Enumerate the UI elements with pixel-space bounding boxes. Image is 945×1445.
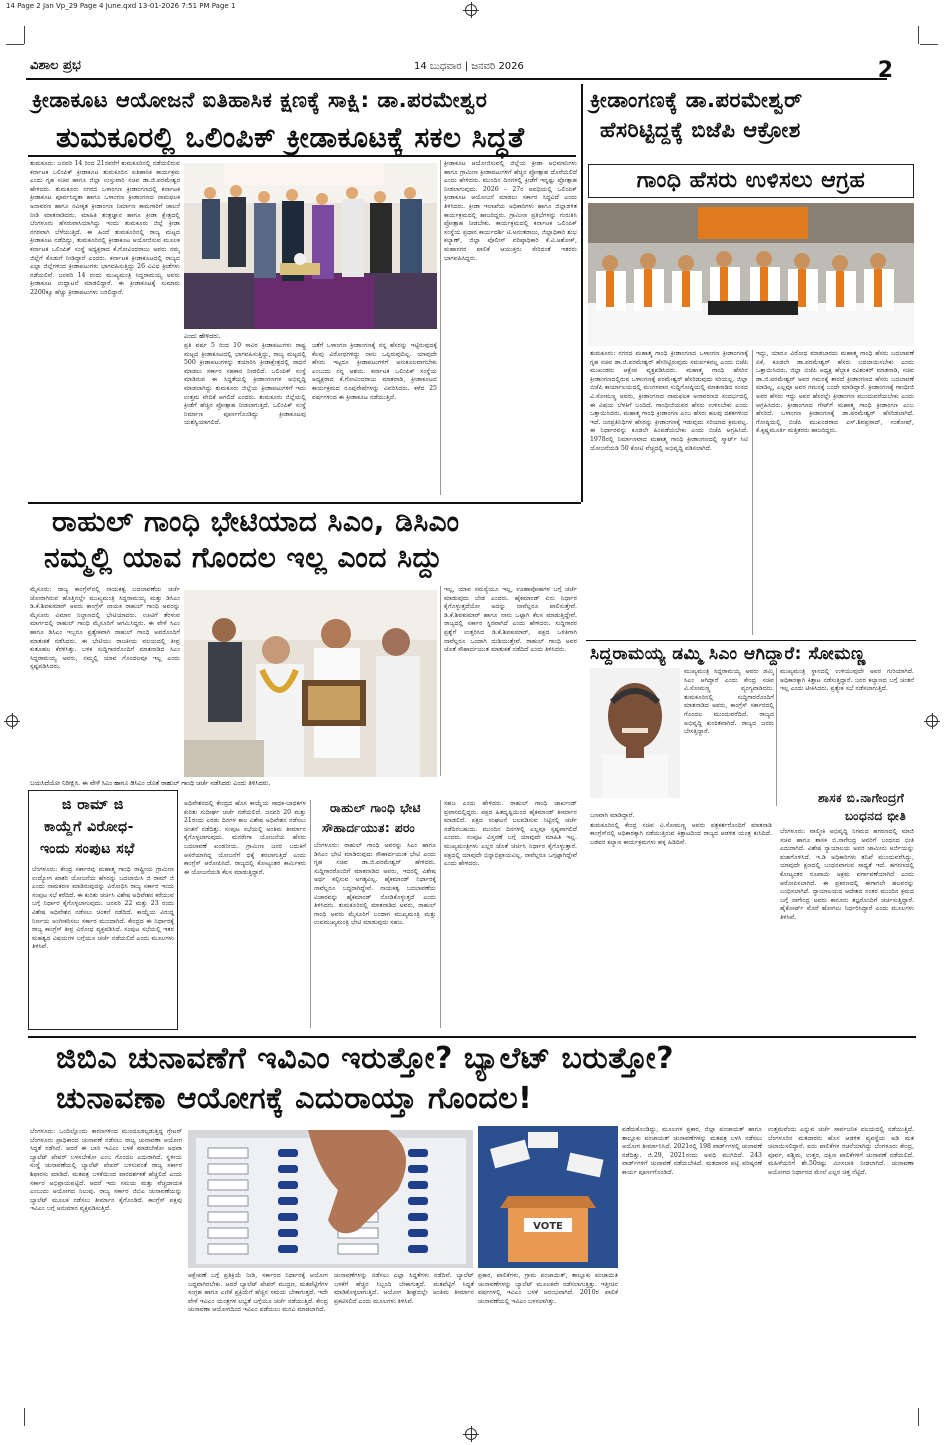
story1-col1: ತುಮಕೂರು: ಜನವರಿ 14 ರಿಂದ 21ರವರೆಗೆ ತುಮಕೂರಿನಲ್ಲಿ ನಡೆಯಲಿರುವ ಕರ್ನಾಟಕ ಒಲಿಂಪಿಕ್ ಕ್ರೀಡಾಕೂಟ ತುಮಕೂರಿನ ಐತಿಹಾಸಿಕ ಕಾರ್ಯಕ್ರಮ ಎಂದು ಗೃಹ ಸಚಿವ ಹಾಗೂ ಜಿಲ್ಲಾ ಉಸ್ತುವಾರಿ ಸಚಿವ ಡಾ.ಜಿ.ಪರಮೇಶ್ವರ ಹೇಳಿದರು. ತುಮಕೂರು ನಗರದ ಒಳಾಂಗಣ ಕ್ರೀಡಾಂಗಣದಲ್ಲಿ ಕರ್ನಾಟಕ ಕ್ರೀಡಾಕೂಟ ಪೂರ್ವಸಿದ್ಧತಾ ಹಾಗೂ ಒಳಾಂಗಣ ಕ್ರೀಡಾಂಗಣದ ನಾಮಫಲಕ ಅನಾವರಣ ಹಾಗೂ ನವೀಕೃತ ಕ್ರೀಡಾಂಗಣ ನಿರ್ಮಾಣ ಕಾಮಗಾರಿಗೆ ಚಾಲನೆ ನೀಡಿ ಮಾತನಾಡಿದರು. ಮಾಹಿತಿ ತಂತ್ರಜ್ಞಾನ ಹಾಗೂ ಕ್ರೀಡಾ ಕ್ಷೇತ್ರದಲ್ಲಿ ಬೆಂಗಳೂರು ಹೆಸರುವಾಸಿಯಾಗಿದ್ದು ಇಂದು ತುಮಕೂರು ಜಿಲ್ಲೆ ಕ್ರೀಡಾ ನಗರವಾಗಿ ಬೆಳೆಯುತ್ತಿದೆ. ಈ ಹಿಂದೆ ತುಮಕೂರಿನಲ್ಲಿ ರಾಜ್ಯ ಮಟ್ಟದ ಕ್ರೀಡಾಕೂಟ ನಡೆದಿದ್ದು, ತುಮಕೂರಿನಲ್ಲಿ ಕ್ರೀಡಾಕೂಟ ಆಯೋಜಿಸುವ ಮೂಲಕ ಕರ್ನಾಟಕ ಒಲಿಂಪಿಕ್ ಸಂಸ್ಥೆ ಅಧ್ಯಕ್ಷರಾದ ಕೆ.ಗೋವಿಂದರಾಜು ಅವರು ನಮ್ಮ ಜಿಲ್ಲೆಗೆ ಕೊಡುಗೆ ನೀಡಿದ್ದಾರೆ ಎಂದರು. ಕರ್ನಾಟಕ ಕ್ರೀಡಾಕೂಟದಲ್ಲಿ ರಾಜ್ಯದ ಎಲ್ಲಾ ಜಿಲ್ಲೆಗಳಿಂದ ಕ್ರೀಡಾಪಟುಗಳು ಭಾಗವಹಿಸುತ್ತಿದ್ದು 26 ವಿವಿಧ ಕ್ರೀಡೆಗಳು ನಡೆಯಲಿವೆ. ಜನವರಿ 14 ರಂದು ಮುಖ್ಯಮಂತ್ರಿ ಸಿದ್ದರಾಮಯ್ಯ ಅವರು ಕ್ರೀಡಾಕೂಟ ಉದ್ಘಾಟನೆ ಮಾಡಲಿದ್ದಾರೆ. ಈ ಕ್ರೀಡಾಕೂಟಕ್ಕೆ ಸುಮಾರು 2200ಕ್ಕೂ ಹೆಚ್ಚು ಕ್ರೀಡಾಪಟುಗಳು ಬರಲಿದ್ದಾರೆ. [30,160,180,296]
divider [586,640,916,641]
evm-photo [188,1130,473,1268]
story2-headline-line2: ಹೆಸರಿಟ್ಟಿದ್ದಕ್ಕೆ ಬಿಜೆಪಿ ಆಕ್ರೋಶ [600,118,801,142]
story7-headline-line2: ಬಂಧನದ ಭೀತಿ [845,809,907,823]
story4-col2: ಮುಖ್ಯಮಂತ್ರಿ ಸ್ಥಾನದಲ್ಲಿ ಉಳಿಯುವುದೇ ಅವರ ಗುರಿಯಾಗಿದೆ. ಅಧಿಕಾರಕ್ಕಾಗಿ ಕಿತ್ತಾಟ ನಡೆಸುತ್ತಿದ್ದಾರೆ. ಜನರ ಕಲ್ಯಾಣದ ಬಗ್ಗೆ ಚಿಂತನೆ ಇಲ್ಲ ಎಂದು ಟೀಕಿಸಿದರು. ಪ್ರತ್ಯೇಕ ಸಭೆ ನಡೆಸಲಾಗುತ್ತಿದೆ. [780,668,914,693]
story6-body: ಬೆಂಗಳೂರು: ರಾಹುಲ್ ಗಾಂಧಿ ಅವರನ್ನು ಸಿಎಂ ಹಾಗೂ ಡಿಸಿಎಂ ಭೇಟಿ ಮಾಡಿರುವುದು ಸೌಹಾರ್ದಯುತ ಭೇಟಿ ಎಂದು ಗೃಹ ಸಚಿವ ಡಾ.ಜಿ.ಪರಮೇಶ್ವರ್ ಹೇಳಿದರು. ಸುದ್ದಿಗಾರರೊಂದಿಗೆ ಮಾತನಾಡಿದ ಅವರು, ಇದರಲ್ಲಿ ವಿಶೇಷ ಅರ್ಥ ಕಲ್ಪಿಸುವ ಅಗತ್ಯವಿಲ್ಲ. ಹೈಕಮಾಂಡ್ ನಿರ್ಧಾರಕ್ಕೆ ನಾವೆಲ್ಲರೂ ಬದ್ಧರಾಗಿದ್ದೇವೆ. ನಾಯಕತ್ವ ಬದಲಾವಣೆಯ ವಿಚಾರವನ್ನು ಹೈಕಮಾಂಡ್ ನೋಡಿಕೊಳ್ಳುತ್ತದೆ ಎಂದು ತಿಳಿಸಿದರು. ತುಮಕೂರಿನಲ್ಲಿ ಮಾತನಾಡಿದ ಅವರು, ರಾಹುಲ್ ಗಾಂಧಿ ಅವರು ಮೈಸೂರಿಗೆ ಬಂದಾಗ ಮುಖ್ಯಮಂತ್ರಿ ಮತ್ತು ಉಪಮುಖ್ಯಮಂತ್ರಿ ಭೇಟಿ ಮಾಡುವುದು ಸಹಜ. [314,842,436,927]
story3-photo [184,590,437,777]
story8-col5: ಪಡೆದುಕೊಂಡಿದ್ದು, ಮೂಲಗಳ ಪ್ರಕಾರ, ಜಿಲ್ಲಾ ಪಂಚಾಯತ್ ಹಾಗೂ ತಾಲ್ಲೂಕು ಪಂಚಾಯತ್ ಚುನಾವಣೆಗಳನ್ನು ಮತಪತ್ರ ಬಳಸಿ ನಡೆಸಲು ಆಯೋಗ ತೀರ್ಮಾನಿಸಿದೆ. 2021ರಲ್ಲಿ 198 ವಾರ್ಡ್‌ಗಳಲ್ಲಿ ಚುನಾವಣೆ ನಡೆದಿತ್ತು. ಜಿ.29, 2021ರಂದು ಅವಧಿ ಮುಗಿದಿದೆ. 243 ವಾರ್ಡ್‌ಗಳಿಗೆ ಚುನಾವಣೆ ನಡೆಯಬೇಕಿದೆ. ಮತದಾರರ ಪಟ್ಟಿ ಪರಿಷ್ಕರಣೆ ಕಾರ್ಯ ಪೂರ್ಣಗೊಂಡಿದೆ. [622,1126,762,1176]
registration-mark-top [465,4,477,16]
crop-mark [6,44,24,45]
masthead [26,56,887,80]
story3-headline-line1: ರಾಹುಲ್ ಗಾಂಧಿ ಭೇಟಿಯಾದ ಸಿಎಂ, ಡಿಸಿಎಂ [52,505,460,538]
story8-col6: ಉತ್ತಮವೆಂದು ಎನ್ನುವ ಚರ್ಚೆ ಸಾರ್ವಜನಿಕ ವಲಯದಲ್ಲಿ ನಡೆಯುತ್ತಿದೆ. ಬೆಂಗಳೂರಿನ ಮತದಾರರು ಹೊಸ ಆಡಳಿತ ವ್ಯವಸ್ಥೆಯ ಅಡಿ ಮತ ಚಲಾಯಿಸಲಿದ್ದಾರೆ. ಐದು ಪಾಲಿಕೆಗಳ ರಚನೆಯಾಗಿದ್ದು ಬೆಂಗಳೂರು ಕೇಂದ್ರ, ಪೂರ್ವ, ಪಶ್ಚಿಮ, ಉತ್ತರ, ದಕ್ಷಿಣ ಪಾಲಿಕೆಗಳಿಗೆ ಚುನಾವಣೆ ನಡೆಯಲಿದೆ. ಮಹಿಳೆಯರಿಗೆ ಶೇ.50ರಷ್ಟು ಮೀಸಲಾತಿ ನೀಡಲಾಗಿದೆ. ಚುನಾವಣಾ ಆಯೋಗದ ನಿರ್ಧಾರದ ಮೇಲೆ ಎಲ್ಲರ ಚಿತ್ತ ನೆಟ್ಟಿದೆ. [768,1126,914,1176]
crop-mark [918,1408,919,1426]
story5-col2: ಅಧಿವೇಶನದಲ್ಲಿ ಕೇಂದ್ರದ ಹೊಸ ಕಾಯ್ದೆಯ ಸಾಧಕ-ಬಾಧಕಗಳ ಕುರಿತು ಸುದೀರ್ಘ ಚರ್ಚೆ ನಡೆಯಲಿದೆ. ಜನವರಿ 20 ಮತ್ತು 21ರಂದು ಎರಡು ದಿನಗಳ ಕಾಲ ವಿಶೇಷ ಅಧಿವೇಶನ ನಡೆಸಲು ಚಿಂತನೆ ನಡೆದಿತ್ತು. ಸಂಪುಟ ಸಭೆಯಲ್ಲಿ ಅಂತಿಮ ತೀರ್ಮಾನ ಕೈಗೊಳ್ಳಲಾಗುವುದು. ಮನರೇಗಾ ಯೋಜನೆಯ ಹೆಸರು ಬದಲಾವಣೆ ಖಂಡನೀಯ. ಗ್ರಾಮೀಣ ಜನರ ಬದುಕಿಗೆ ಆಸರೆಯಾಗಿದ್ದ ಯೋಜನೆಗೆ ಧಕ್ಕೆ ತರಲಾಗುತ್ತಿದೆ ಎಂದು ಕಾಂಗ್ರೆಸ್ ಆರೋಪಿಸಿದೆ. ರಾಜ್ಯದಲ್ಲಿ ಕೋಟ್ಯಂತರ ಕಾರ್ಮಿಕರು ಈ ಯೋಜನೆಯಡಿ ಕೆಲಸ ಮಾಡುತ್ತಿದ್ದಾರೆ. [184,800,306,876]
story5-body: ಬೆಂಗಳೂರು: ಕೇಂದ್ರ ಸರ್ಕಾರವು ಮಹಾತ್ಮ ಗಾಂಧಿ ರಾಷ್ಟ್ರೀಯ ಗ್ರಾಮೀಣ ಉದ್ಯೋಗ ಖಾತರಿ ಯೋಜನೆಯ ಹೆಸರನ್ನು ಬದಲಾಯಿಸಿ ಜಿ ರಾಮ್ ಜಿ ಎಂದು ನಾಮಕರಣ ಮಾಡಿರುವುದನ್ನು ವಿರೋಧಿಸಿ ರಾಜ್ಯ ಸರ್ಕಾರ ಇಂದು ಸಂಪುಟ ಸಭೆ ಕರೆದಿದೆ. ಈ ಕುರಿತು ಚರ್ಚಿಸಿ ವಿಶೇಷ ಅಧಿವೇಶನ ಕರೆಯುವ ಬಗ್ಗೆ ನಿರ್ಧಾರ ಕೈಗೊಳ್ಳಲಾಗುವುದು. ಜನವರಿ 22 ಮತ್ತು 23 ರಂದು ವಿಶೇಷ ಅಧಿವೇಶನ ನಡೆಸಲು ಚಿಂತನೆ ನಡೆದಿದೆ. ಕಾಯ್ದೆಯ ವಿರುದ್ಧ ನಿರ್ಣಯ ಅಂಗೀಕರಿಸಲು ಸರ್ಕಾರ ಮುಂದಾಗಿದೆ. ಕೇಂದ್ರದ ಈ ನಿರ್ಧಾರಕ್ಕೆ ರಾಜ್ಯ ಕಾಂಗ್ರೆಸ್ ತೀವ್ರ ವಿರೋಧ ವ್ಯಕ್ತಪಡಿಸಿದೆ. ಸಂಪುಟ ಸಭೆಯಲ್ಲಿ ಇತರ ಮಹತ್ವದ ವಿಷಯಗಳ ಬಗ್ಗೆಯೂ ಚರ್ಚೆ ನಡೆಯಲಿದೆ ಎಂದು ಮೂಲಗಳು ತಿಳಿಸಿವೆ. [32,866,174,951]
story1-photo [184,163,437,329]
story1-kicker: ಕ್ರೀಡಾಕೂಟ ಆಯೋಜನೆ ಐತಿಹಾಸಿಕ ಕ್ಷಣಕ್ಕೆ ಸಾಕ್ಷಿ: ಡಾ.ಪರಮೇಶ್ವರ [32,88,488,112]
crop-mark [24,26,25,44]
story1-photo-caption: ಎಂದು ಹೇಳಿದರು. [184,332,221,340]
story3-col2: ಇಲ್ಲ, ಯಾವ ಸಮಸ್ಯೆಯೂ ಇಲ್ಲ, ಊಹಾಪೋಹಗಳ ಬಗ್ಗೆ ಚರ್ಚೆ ಮಾಡುವುದು ಬೇಡ ಎಂದರು. ಹೈಕಮಾಂಡ್ ಏನು ನಿರ್ಧಾರ ಕೈಗೊಳ್ಳುತ್ತದೆಯೋ ಅದನ್ನು ನಾವೆಲ್ಲರೂ ಪಾಲಿಸುತ್ತೇವೆ. ಡಿ.ಕೆ.ಶಿವಕುಮಾರ್ ಹಾಗೂ ನಾನು ಒಟ್ಟಾಗಿ ಕೆಲಸ ಮಾಡುತ್ತಿದ್ದೇವೆ. ರಾಜ್ಯದಲ್ಲಿ ಸರ್ಕಾರ ಸ್ಥಿರವಾಗಿದೆ ಎಂದು ಹೇಳಿದರು. ಸುದ್ದಿಗಾರರ ಪ್ರಶ್ನೆಗೆ ಉತ್ತರಿಸಿದ ಡಿ.ಕೆ.ಶಿವಕುಮಾರ್, ಪಕ್ಷದ ಒಳಿತಿಗಾಗಿ ನಾವೆಲ್ಲರೂ ಒಂದಾಗಿ ದುಡಿಯುತ್ತೇವೆ. ರಾಹುಲ್ ಗಾಂಧಿ ಅವರ ಜೊತೆ ಸೌಹಾರ್ದಯುತ ಮಾತುಕತೆ ನಡೆದಿದೆ ಎಂದು ತಿಳಿಸಿದರು. [444,586,577,654]
story6-headline-line2: ಸೌಹಾರ್ದಯುತ: ಪರಂ [322,821,416,835]
registration-mark-bottom [465,1428,477,1440]
story1-col3: ಜತೆಗೆ ಒಳಾಂಗಣ ಕ್ರೀಡಾಂಗಣಕ್ಕೆ ನನ್ನ ಹೆಸರನ್ನು ಇಟ್ಟಿರುವುದಕ್ಕೆ ಕೆಲವು ವಿರೋಧಗಳಿದ್ದು ನಾನು ಒಪ್ಪಿರುವುದಿಲ್ಲ. ಯಾವುದೇ ಹೆಸರು ಇಟ್ಟರೂ ಕ್ರೀಡಾಪಟುಗಳಿಗೆ ಅನುಕೂಲವಾಗಬೇಕು ಎಂಬುದು ನನ್ನ ಆಶಯ. ಕರ್ನಾಟಕ ಒಲಿಂಪಿಕ್ ಸಂಸ್ಥೆಯ ಅಧ್ಯಕ್ಷರಾದ ಕೆ.ಗೋವಿಂದರಾಜು ಮಾತನಾಡಿ, ಕ್ರೀಡಾಕೂಟದ ಕಾರ್ಯಕ್ರಮದ ರೂಪುರೇಷೆಗಳನ್ನು ವಿವರಿಸಿದರು. ಕಳೆದ 25 ವರ್ಷಗಳಿಂದ ಈ ಕ್ರೀಡಾಕೂಟ ನಡೆಯುತ್ತಿದೆ. [312,342,437,401]
story1-headline: ತುಮಕೂರಲ್ಲಿ ಒಲಿಂಪಿಕ್ ಕ್ರೀಡಾಕೂಟಕ್ಕೆ ಸಕಲ ಸಿದ್ಧತೆ [56,121,525,154]
divider [440,160,441,495]
crop-mark [920,44,938,45]
story8-col2: ಆಕ್ಷೇಪಣೆ ಬಗ್ಗೆ ಪ್ರತಿಕ್ರಿಯೆ ನೀಡಿ, ಸರ್ಕಾರದ ನಿರ್ಧಾರಕ್ಕೆ ಆಯೋಗ ಬದ್ಧವಾಗಿರಬೇಕು. ಆದರೆ ಬ್ಯಾಲೆಟ್ ಪೇಪರ್ ಮುದ್ರಣ, ಮತಪೆಟ್ಟಿಗೆಗಳ ಸಂಗ್ರಹ ಹಾಗೂ ಎಣಿಕೆ ಪ್ರಕ್ರಿಯೆಗೆ ಹೆಚ್ಚಿನ ಸಮಯ ಬೇಕಾಗುತ್ತದೆ. ಇದೇ ವೇಳೆ ಇವಿಎಂ ಯಂತ್ರಗಳ ಲಭ್ಯತೆ ಬಗ್ಗೆಯೂ ಚರ್ಚೆ ನಡೆಯುತ್ತಿದೆ. ಕೇಂದ್ರ ಚುನಾವಣಾ ಆಯೋಗದಿಂದ ಇವಿಎಂ ಪಡೆಯಲು ಮನವಿ ಮಾಡಲಾಗಿದೆ. [188,1272,328,1314]
story5-headline-line2: ಕಾಯ್ದೆಗೆ ವಿರೋಧ- [44,819,134,835]
story8-col3: ಚುನಾವಣೆಗಳನ್ನು ನಡೆಸಲು ಎಲ್ಲಾ ಸಿದ್ಧತೆಗಳು ನಡೆದಿವೆ. ಬ್ಯಾಲೆಟ್ ಬಳಕೆಗೆ ಹೆಚ್ಚಿನ ಸಿಬ್ಬಂದಿ ಬೇಕಾಗುತ್ತದೆ. ಮತಪೆಟ್ಟಿಗೆ ಸಿದ್ಧತೆ ಮಾಡಿಕೊಳ್ಳಲಾಗುತ್ತಿದೆ. ಆಯೋಗ ಶೀಘ್ರದಲ್ಲೇ ಅಂತಿಮ ತೀರ್ಮಾನ ಪ್ರಕಟಿಸಲಿದೆ ಎಂದು ಮೂಲಗಳು ತಿಳಿಸಿವೆ. [334,1272,474,1305]
divider [28,1036,916,1038]
story1-col4: ಕ್ರೀಡಾಕೂಟ ಆಯೋಜಿಸುವಲ್ಲಿ ಜಿಲ್ಲೆಯ ಕ್ರೀಡಾ ಅಭಿಮಾನಿಗಳು ಹಾಗೂ ಗ್ರಾಮೀಣ ಕ್ರೀಡಾಪಟುಗಳಿಗೆ ಹೆಚ್ಚಿನ ಪ್ರೋತ್ಸಾಹ ದೊರೆಯಲಿದೆ ಎಂದು ಹೇಳಿದರು. ಮುಂದಿನ ದಿನಗಳಲ್ಲಿ ಕ್ರೀಡೆಗೆ ಇನ್ನಷ್ಟು ಪ್ರೋತ್ಸಾಹ ನೀಡಲಾಗುವುದು. 2026 – 27ರ ಅವಧಿಯಲ್ಲಿ ಒಲಿಂಪಿಕ್ ಕ್ರೀಡಾಕೂಟ ಆಯೋಜನೆ ಮಾಡಲು ಸರ್ಕಾರ ಸಿದ್ಧವಿದೆ ಎಂದು ತಿಳಿಸಿದರು. ಕ್ರೀಡಾ ಇಲಾಖೆಯ ಅಧಿಕಾರಿಗಳು ಹಾಗೂ ಜಿಲ್ಲಾಡಳಿತ ಕಾರ್ಯಕ್ರಮದಲ್ಲಿ ಹಾಜರಿದ್ದರು. ಗ್ರಾಮೀಣ ಪ್ರತಿಭೆಗಳನ್ನು ಗುರುತಿಸಿ ಪ್ರೋತ್ಸಾಹ ನೀಡಬೇಕು. ಕಾರ್ಯಕ್ರಮದಲ್ಲಿ ಕರ್ನಾಟಕ ಒಲಿಂಪಿಕ್ ಸಂಸ್ಥೆಯ ಪ್ರಧಾನ ಕಾರ್ಯದರ್ಶಿ ಟಿ.ಅನಂತರಾಜು, ಜಿಲ್ಲಾಧಿಕಾರಿ ಶುಭ ಕಲ್ಯಾಣ್, ಜಿಲ್ಲಾ ಪೊಲೀಸ್ ವರಿಷ್ಠಾಧಿಕಾರಿ ಕೆ.ವಿ.ಅಶೋಕ್, ಮಹಾನಗರ ಪಾಲಿಕೆ ಆಯುಕ್ತರು ಸೇರಿದಂತೆ ಇತರರು ಭಾಗವಹಿಸಿದ್ದರು. [444,160,577,262]
issue-date: 14 ಬುಧವಾರ | ಜನವರಿ 2026 [414,61,524,72]
story7-headline-line1: ಶಾಸಕ ಬಿ.ನಾಗೇಂದ್ರಗೆ [818,791,905,805]
story3-headline-line2: ನಮ್ಮಲ್ಲಿ ಯಾವ ಗೊಂದಲ ಇಲ್ಲ ಎಂದ ಸಿದ್ದು [44,541,443,574]
divider [776,668,777,806]
story8-col4: ಪ್ರಕಾರ, ಪಾಲಿಕೆಗಳು, ಗ್ರಾಮ ಪಂಚಾಯಿತ್, ತಾಲ್ಲೂಕು ಪಂಚಾಯಿತಿ ಚುನಾವಣೆಗಳನ್ನು ಬ್ಯಾಲೆಟ್ ಮೂಲಕವೇ ನಡೆಸಲಾಗುತ್ತಿತ್ತು. ಇತ್ತೀಚಿನ ವರ್ಷಗಳಲ್ಲಿ ಇವಿಎಂ ಬಳಕೆ ಆರಂಭವಾಗಿದೆ. 2010ರ ಪಾಲಿಕೆ ಚುನಾವಣೆಯಲ್ಲಿ ಇವಿಎಂ ಬಳಸಲಾಗಿತ್ತು. [478,1272,618,1305]
story2-subhead-box [588,164,914,198]
paper-name: ವಿಶಾಲ ಪ್ರಭ [30,58,81,73]
story8-headline-line1: ಜಿಬಿಎ ಚುನಾವಣೆಗೆ ಇವಿಎಂ ಇರುತ್ತೋ? ಬ್ಯಾಲೆಟ್ ಬರುತ್ತೋ? [56,1041,675,1076]
story4-headline: ಸಿದ್ದರಾಮಯ್ಯ ಡಮ್ಮಿ ಸಿಎಂ ಆಗಿದ್ದಾರೆ: ಸೋಮಣ್ಣ [590,644,866,664]
divider [440,800,441,1028]
ballot-box-label: VOTE [533,1221,563,1232]
story2-col2: ಇದ್ದು, ಯಾರೂ ವಿರೋಧ ಮಾಡಬಾರದು ಮಹಾತ್ಮ ಗಾಂಧಿ ಹೆಸರು ಬದಲಾವಣೆ ಏಕೆ, ಕೂಡಲೇ ಡಾ.ಪರಮೇಶ್ವರ್ ಹೆಸರು ಬದಲಾಯಿಸಬೇಕು ಎಂದು ಒತ್ತಾಯಿಸಿದರು. ಜಿಲ್ಲಾ ಬಿಜೆಪಿ ಅಧ್ಯಕ್ಷ ಹೆಬ್ಬಾಕ ರವಿಶಂಕರ್ ಮಾತನಾಡಿ, ಸಚಿವ ಡಾ.ಜಿ.ಪರಮೇಶ್ವರ್ ಅವರ ಗಮನಕ್ಕೆ ತಾರದೆ ಕ್ರೀಡಾಂಗಣದ ಹೆಸರು ಬದಲಾವಣೆ ಮಾಡಿಲ್ಲ, ಎಲ್ಲವೂ ಅವರ ಗಮನಕ್ಕೆ ಬಂದೇ ಮಾಡಿದ್ದಾರೆ. ಕ್ರೀಡಾಂಗಣಕ್ಕೆ ಗಾಂಧೀಜಿ ಅವರ ಹೆಸರು ಇದ್ದು ಅವರ ಹೆಸರಲ್ಲೇ ಕ್ರೀಡಾಂಗಣ ಮುಂದುವರೆಯಬೇಕು ಎಂದು ಆಗ್ರಹಿಸಿದರು. ಕ್ರೀಡಾಂಗಣದ ಗೇಟ್‌ಗೆ ಮಹಾತ್ಮ ಗಾಂಧಿ ಕ್ರೀಡಾಂಗಣ ಎಂಬ ಹೆಸರಿದೆ. ಒಳಾಂಗಣ ಕ್ರೀಡಾಂಗಣಕ್ಕೆ ಡಾ.ಪರಮೇಶ್ವರ್ ಹೆಸರಿಡಲಾಗಿದೆ. ಗೋಷ್ಠಿಯಲ್ಲಿ ಬಿಜೆಪಿ ಮುಖಂಡರಾದ ಎಸ್.ಶಿವಪ್ರಸಾದ್, ಸಂತೋಷ್, ಕೆ.ಕೃಷ್ಣಮೂರ್ತಿ ಮತ್ತಿತರರು ಹಾಜರಿದ್ದರು. [756,350,914,435]
story4-col1-cont: ಬಣವಾಗಿ ಮಾಡಿದ್ದಾರೆ. ತುಮಕೂರಿನಲ್ಲಿ ಕೇಂದ್ರ ಸಚಿವ ವಿ.ಸೋಮಣ್ಣ ಅವರು ಪತ್ರಕರ್ತರೊಂದಿಗೆ ಮಾತನಾಡಿ ಕಾಂಗ್ರೆಸ್‌ನಲ್ಲಿ ಅಧಿಕಾರಕ್ಕಾಗಿ ನಡೆಯುತ್ತಿರುವ ಕಿತ್ತಾಟದಿಂದ ರಾಜ್ಯದ ಆಡಳಿತ ಯಂತ್ರ ಕುಸಿದಿದೆ. ಬಡವರ ಕಲ್ಯಾಣ ಕಾರ್ಯಕ್ರಮಗಳು ಹಳ್ಳ ಹಿಡಿದಿವೆ. [590,812,772,846]
divider [581,84,583,502]
divider [440,586,441,776]
story2-col1: ತುಮಕೂರು: ನಗರದ ಮಹಾತ್ಮ ಗಾಂಧಿ ಕ್ರೀಡಾಂಗಣದ ಒಳಾಂಗಣ ಕ್ರೀಡಾಂಗಣಕ್ಕೆ ಗೃಹ ಸಚಿವ ಡಾ.ಜಿ.ಪರಮೇಶ್ವರ್ ಹೆಸರಿಟ್ಟಿರುವುದು ಸಮರ್ಪಕವಲ್ಲ ಎಂದು ಬಿಜೆಪಿ ಮುಖಂಡರು ಆಕ್ಷೇಪ ವ್ಯಕ್ತಪಡಿಸಿದರು. ಮಹಾತ್ಮ ಗಾಂಧಿ ಹೆಸರಿನ ಕ್ರೀಡಾಂಗಣದಲ್ಲಿರುವ ಒಳಾಂಗಣಕ್ಕೆ ಪರಮೇಶ್ವರ್ ಹೆಸರಿಡುವುದು ಸರಿಯಲ್ಲ. ಜಿಲ್ಲಾ ಬಿಜೆಪಿ ಕಾರ್ಯಾಲಯದಲ್ಲಿ ಮಂಗಳವಾರ ಸುದ್ದಿಗೋಷ್ಠಿಯಲ್ಲಿ ಮಾತನಾಡಿದ ಸಂಸದ ವಿ.ಸೋಮಣ್ಣ ಅವರು, ಕ್ರೀಡಾಂಗಣದ ನಾಮಫಲಕ ಅನಾವರಣದ ಸಂದರ್ಭದಲ್ಲಿ ಈ ವಿಷಯ ಬೆಳಕಿಗೆ ಬಂದಿದೆ. ಗಾಂಧೀಜಿಯವರ ಹೆಸರು ಉಳಿಸಬೇಕು ಎಂದು ಒತ್ತಾಯಿಸಿದರು. ಮಹಾತ್ಮ ಗಾಂಧಿ ಕ್ರೀಡಾಂಗಣ ಎಂಬ ಹೆಸರು ಹಲವು ದಶಕಗಳಿಂದ ಇದೆ. ಜನಪ್ರತಿನಿಧಿಗಳ ಹೆಸರನ್ನು ಕ್ರೀಡಾಂಗಣಕ್ಕೆ ಇಡುವುದು ಸರಿಯಾದ ಕ್ರಮವಲ್ಲ. ಈ ನಿರ್ಧಾರವನ್ನು ಕೂಡಲೇ ಹಿಂಪಡೆಯಬೇಕು ಎಂದು ಬಿಜೆಪಿ ಆಗ್ರಹಿಸಿದೆ. 1978ರಲ್ಲಿ ನಿರ್ಮಾಣವಾದ ಮಹಾತ್ಮ ಗಾಂಧಿ ಕ್ರೀಡಾಂಗಣದಲ್ಲಿ ಸ್ಮಾರ್ಟ್ ಸಿಟಿ ಯೋಜನೆಯಡಿ 50 ಕೋಟಿ ವೆಚ್ಚದಲ್ಲಿ ಅಭಿವೃದ್ಧಿ ಪಡಿಸಲಾಗಿದೆ. [590,350,748,452]
crop-mark [918,26,919,44]
story2-subhead: ಗಾಂಧಿ ಹೆಸರು ಉಳಿಸಲು ಆಗ್ರಹ [636,168,866,193]
story2-photo [588,203,914,346]
story4-col1: ಮುಖ್ಯಮಂತ್ರಿ ಸಿದ್ದರಾಮಯ್ಯ ಅವರು ಡಮ್ಮಿ ಸಿಎಂ ಆಗಿದ್ದಾರೆ ಎಂದು ಕೇಂದ್ರ ಸಚಿವ ವಿ.ಸೋಮಣ್ಣ ವ್ಯಂಗ್ಯವಾಡಿದರು. ತುಮಕೂರಿನಲ್ಲಿ ಸುದ್ದಿಗಾರರೊಂದಿಗೆ ಮಾತನಾಡಿದ ಅವರು, ಕಾಂಗ್ರೆಸ್ ಸರ್ಕಾರದಲ್ಲಿ ಗೊಂದಲ ಮುಂದುವರೆದಿದೆ. ರಾಜ್ಯದ ಅಭಿವೃದ್ಧಿ ಕುಂಠಿತವಾಗಿದೆ. ರಾಜ್ಯದ ಜನರು ಬೇಸತ್ತಿದ್ದಾರೆ. [684,668,774,736]
story6-headline-line1: ರಾಹುಲ್ ಗಾಂಧಿ ಭೇಟಿ [330,801,422,815]
page-number: 2 [877,58,893,83]
story2-headline-line1: ಕ್ರೀಡಾಂಗಣಕ್ಕೆ ಡಾ.ಪರಮೇಶ್ವರ್ [590,88,803,112]
story5-headline-line3: ಇಂದು ಸಂಪುಟ ಸಭೆ [40,841,135,857]
story8-col1: ಬೆಂಗಳೂರು: ಒಂದಿಲ್ಲೊಂದು ಕಾರಣಗಳಿಂದ ಮುಂದೂಡಲ್ಪಡುತ್ತಿದ್ದ ಗ್ರೇಟರ್ ಬೆಂಗಳೂರು ಪ್ರಾಧಿಕಾರದ ಚುನಾವಣೆ ನಡೆಸಲು ರಾಜ್ಯ ಚುನಾವಣಾ ಆಯೋಗ ಸಿದ್ಧತೆ ನಡೆಸಿದೆ. ಆದರೆ ಈ ಬಾರಿ ಇವಿಎಂ ಬಳಕೆ ಮಾಡಬೇಕೋ ಅಥವಾ ಬ್ಯಾಲೆಟ್ ಪೇಪರ್ ಬಳಸಬೇಕೋ ಎಂಬ ಗೊಂದಲ ಎದುರಾಗಿದೆ. ಸ್ಥಳೀಯ ಸಂಸ್ಥೆ ಚುನಾವಣೆಯಲ್ಲಿ ಬ್ಯಾಲೆಟ್ ಪೇಪರ್ ಬಳಸುವಂತೆ ರಾಜ್ಯ ಸರ್ಕಾರ ಶಿಫಾರಸು ಮಾಡಿದೆ. ಮತಪತ್ರ ಬಳಕೆಯಿಂದ ಪಾರದರ್ಶಕತೆ ಹೆಚ್ಚಲಿದೆ ಎಂದು ಸರ್ಕಾರ ಅಭಿಪ್ರಾಯಪಟ್ಟಿದೆ. ಆದರೆ ಇದು ಸಮಯ ಮತ್ತು ವೆಚ್ಚದಾಯಕ ಎಂಬುದು ಆಯೋಗದ ನಿಲುವು. ರಾಜ್ಯ ಸರ್ಕಾರ ಜಿಬಿಎ ಚುನಾವಣೆಯನ್ನು ಬ್ಯಾಲೆಟ್ ಮೂಲಕ ನಡೆಸಲು ತೀರ್ಮಾನ ಕೈಗೊಂಡಿದೆ. ಕಾಂಗ್ರೆಸ್ ಪಕ್ಷವು ಇವಿಎಂ ಬಗ್ಗೆ ಅನುಮಾನ ವ್ಯಕ್ತಪಡಿಸುತ್ತಿದೆ. [30,1128,182,1213]
story8-headline-line2: ಚುನಾವಣಾ ಆಯೋಗಕ್ಕೆ ಎದುರಾಯ್ತಾ ಗೊಂದಲ! [56,1081,533,1116]
ballot-box-illustration [478,1126,618,1268]
print-slug: 14 Page 2 Jan Vp_29 Page 4 June.qxd 13-01-2026 7:51 PM Page 1 [6,2,236,10]
divider [28,155,576,157]
story7-body: ಬೆಂಗಳೂರು: ವಾಲ್ಮೀಕಿ ಅಭಿವೃದ್ಧಿ ನಿಗಮದ ಹಗರಣದಲ್ಲಿ ಮಾಜಿ ಸಚಿವ ಹಾಗೂ ಶಾಸಕ ಬಿ.ನಾಗೇಂದ್ರ ಅವರಿಗೆ ಬಂಧನದ ಭೀತಿ ಎದುರಾಗಿದೆ. ವಿಶೇಷ ನ್ಯಾಯಾಲಯ ಅವರ ಜಾಮೀನು ಅರ್ಜಿಯನ್ನು ವಜಾಗೊಳಿಸಿದೆ. ಇ.ಡಿ ಅಧಿಕಾರಿಗಳು ತನಿಖೆ ಮುಂದುವರೆಸಿದ್ದು, ಯಾವುದೇ ಕ್ಷಣದಲ್ಲಿ ಬಂಧನವಾಗುವ ಸಾಧ್ಯತೆ ಇದೆ. ಹಗರಣದಲ್ಲಿ ಕೋಟ್ಯಂತರ ರೂಪಾಯಿ ಅಕ್ರಮ ವರ್ಗಾವಣೆಯಾಗಿದೆ ಎಂದು ಆರೋಪಿಸಲಾಗಿದೆ. ಈ ಪ್ರಕರಣದಲ್ಲಿ ಈಗಾಗಲೇ ಹಲವರನ್ನು ಬಂಧಿಸಲಾಗಿದೆ. ನ್ಯಾಯಾಲಯದ ಆದೇಶದ ನಂತರ ಮುಂದಿನ ಕ್ರಮದ ಬಗ್ಗೆ ನಾಗೇಂದ್ರ ಅವರು ಕಾನೂನು ತಜ್ಞರೊಂದಿಗೆ ಚರ್ಚಿಸುತ್ತಿದ್ದಾರೆ. ಹೈಕೋರ್ಟ್ ಮೊರೆ ಹೋಗಲು ನಿರ್ಧರಿಸಿದ್ದಾರೆ ಎಂದು ಮೂಲಗಳು ತಿಳಿಸಿವೆ. [780,828,914,921]
story3-col1: ಮೈಸೂರು: ರಾಜ್ಯ ಕಾಂಗ್ರೆಸ್‌ನಲ್ಲಿ ನಾಯಕತ್ವ ಬದಲಾವಣೆಯ ಚರ್ಚೆ ಜೋರಾಗಿರುವ ಹೊತ್ತಿನಲ್ಲೇ ಮುಖ್ಯಮಂತ್ರಿ ಸಿದ್ದರಾಮಯ್ಯ ಮತ್ತು ಡಿಸಿಎಂ ಡಿ.ಕೆ.ಶಿವಕುಮಾರ್ ಅವರು ಕಾಂಗ್ರೆಸ್ ನಾಯಕ ರಾಹುಲ್ ಗಾಂಧಿ ಅವರನ್ನು ಮೈಸೂರು ವಿಮಾನ ನಿಲ್ದಾಣದಲ್ಲಿ ಭೇಟಿಯಾದರು. ಊಟಿಗೆ ತೆರಳುವ ಮಾರ್ಗದಲ್ಲಿ ರಾಹುಲ್ ಗಾಂಧಿ ಮೈಸೂರಿಗೆ ಆಗಮಿಸಿದ್ದರು. ಈ ವೇಳೆ ಸಿಎಂ ಹಾಗೂ ಡಿಸಿಎಂ ಇಬ್ಬರೂ ಪ್ರತ್ಯೇಕವಾಗಿ ರಾಹುಲ್ ಗಾಂಧಿ ಅವರೊಂದಿಗೆ ಮಾತುಕತೆ ನಡೆಸಿದರು. ಈ ಭೇಟಿಯು ರಾಜಕೀಯ ವಲಯದಲ್ಲಿ ತೀವ್ರ ಕುತೂಹಲ ಕೆರಳಿಸಿತ್ತು. ಬಳಿಕ ಸುದ್ದಿಗಾರರೊಂದಿಗೆ ಮಾತನಾಡಿದ ಸಿಎಂ ಸಿದ್ದರಾಮಯ್ಯ ಅವರು, ನಮ್ಮಲ್ಲಿ ಯಾವ ಗೊಂದಲವೂ ಇಲ್ಲ ಎಂದು ಸ್ಪಷ್ಟಪಡಿಸಿದರು. [30,586,180,671]
divider [752,350,753,635]
crop-mark [24,1408,25,1426]
story5-headline-line1: ಜಿ ರಾಮ್ ಜಿ [62,797,124,813]
divider [28,502,581,504]
story6-col2: ಸಹಜ ಎಂದು ಹೇಳಿದರು. ರಾಹುಲ್ ಗಾಂಧಿ ಜಾರ್ಖಂಡ್ ಪ್ರವಾಸದಲ್ಲಿದ್ದರು. ಪಕ್ಷದ ಹಿತದೃಷ್ಟಿಯಿಂದ ಹೈಕಮಾಂಡ್ ತೀರ್ಮಾನ ಮಾಡಲಿದೆ. ಪಕ್ಷದ ಸಂಘಟನೆ ಬಲಪಡಿಸುವ ನಿಟ್ಟಿನಲ್ಲಿ ಚರ್ಚೆ ನಡೆದಿರಬಹುದು. ಮುಂದಿನ ದಿನಗಳಲ್ಲಿ ಎಲ್ಲವೂ ಸ್ಪಷ್ಟವಾಗಲಿದೆ ಎಂದರು. ಸಂಪುಟ ವಿಸ್ತರಣೆ ಬಗ್ಗೆ ಯಾವುದೇ ಮಾಹಿತಿ ಇಲ್ಲ. ಮುಖ್ಯಮಂತ್ರಿಗಳು ಎಲ್ಲರ ಜೊತೆ ಚರ್ಚಿಸಿ ನಿರ್ಧಾರ ಕೈಗೊಳ್ಳುತ್ತಾರೆ. ಪಕ್ಷದಲ್ಲಿ ಯಾವುದೇ ಭಿನ್ನಾಭಿಪ್ರಾಯವಿಲ್ಲ. ನಾವೆಲ್ಲರೂ ಒಗ್ಗಟ್ಟಾಗಿದ್ದೇವೆ ಎಂದು ಹೇಳಿದರು. [444,800,577,868]
story1-col2: ಪ್ರತಿ ವರ್ಷ 5 ರಿಂದ 10 ಸಾವಿರ ಕ್ರೀಡಾಪಟುಗಳು ರಾಷ್ಟ್ರ ಮಟ್ಟದ ಕ್ರೀಡಾಕೂಟದಲ್ಲಿ ಭಾಗವಹಿಸುತ್ತಿದ್ದು, ರಾಜ್ಯ ಮಟ್ಟದಲ್ಲಿ 500 ಕ್ರೀಡಾಪಟುಗಳನ್ನು ತಯಾರಿಸಿ ಕ್ರೀಡಾಕ್ಷೇತ್ರದಲ್ಲಿ ಸಾಧನೆ ಮಾಡಲು ಸರ್ಕಾರ ಸಹಕಾರ ನೀಡಲಿದೆ. ಒಲಿಂಪಿಕ್ ಸಂಸ್ಥೆ ಮಾಡಿರುವ ಈ ಸಿದ್ಧತೆಯಲ್ಲಿ ಕ್ರೀಡಾಂಗಣಗಳ ಅಭಿವೃದ್ಧಿ ಮಾಡಲಾಗಿದ್ದು ತುಮಕೂರು ಜಿಲ್ಲೆಯ ಕ್ರೀಡಾಪಟುಗಳಿಗೆ ಇದು ಉತ್ತಮ ವೇದಿಕೆ ಆಗಲಿದೆ ಎಂದರು. ತುಮಕೂರು ಜಿಲ್ಲೆಯಲ್ಲಿ ಕ್ರೀಡೆಗೆ ಹೆಚ್ಚಿನ ಪ್ರೋತ್ಸಾಹ ನೀಡಲಾಗುತ್ತಿದೆ. ಒಲಿಂಪಿಕ್ ಸಂಸ್ಥೆ ನಿರ್ಮಾಣ ಪೂರ್ಣಗೊಂಡಿದ್ದು ಕ್ರೀಡಾಕೂಟವು ಯಶಸ್ವಿಯಾಗಲಿದೆ. [184,342,306,427]
story3-photo-caption: ಬಯಸಿದೆಯೋ ನಿರೀಕ್ಷಿಸಿ. ಈ ವೇಳೆ ಸಿಎಂ ಹಾಗೂ ಡಿಸಿಎಂ ಜೊತೆ ರಾಹುಲ್ ಗಾಂಧಿ ಚರ್ಚೆ ನಡೆಸಿದರು ಎಂದು ತಿಳಿಸಿದರು. [30,779,271,787]
registration-mark-right [926,715,938,727]
divider [310,800,311,1028]
registration-mark-left [6,715,18,727]
somanna-photo [590,668,680,798]
